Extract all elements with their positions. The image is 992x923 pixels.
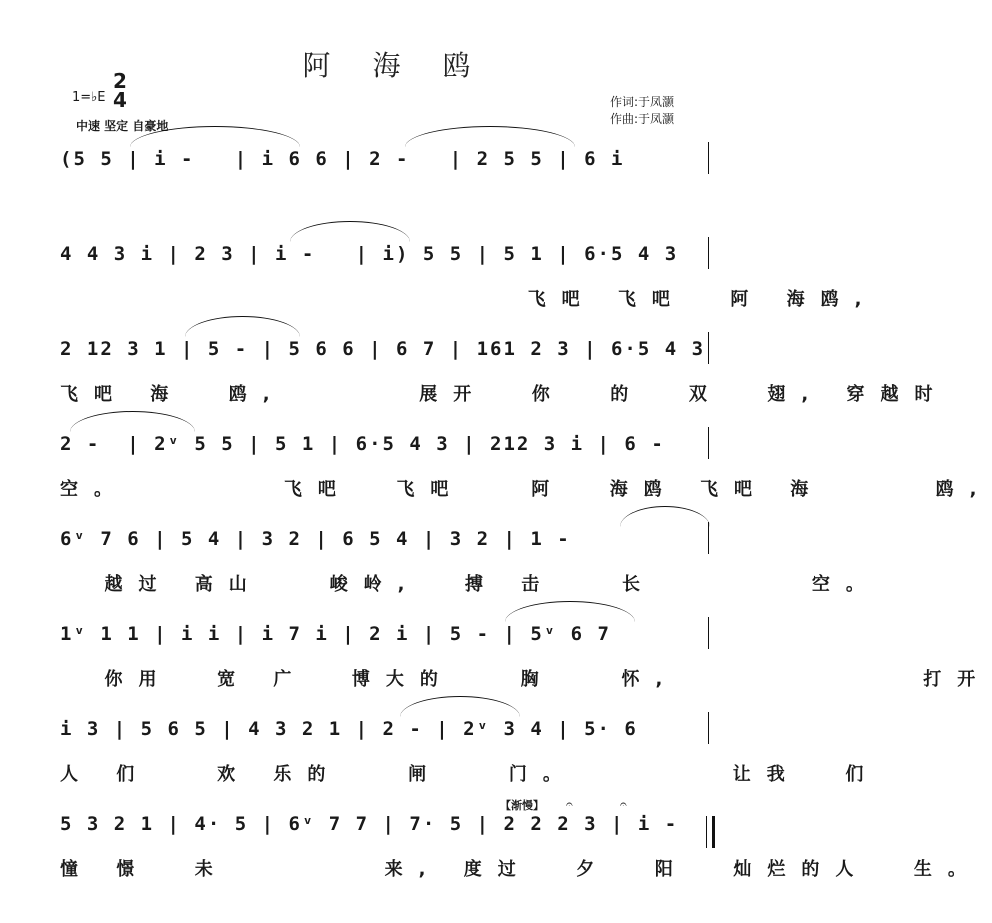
lyrics-line: 你用 宽 广 博大的 胸 怀, 打开 <box>60 669 992 690</box>
notes-line: (5 5 | i - | i 6 6 | 2 - | 2 5 5 | 6 i <box>60 148 625 170</box>
notes-line: i 3 | 5 6 5 | 4 3 2 1 | 2 - | 2ᵛ 3 4 | 5· 6 <box>60 718 638 740</box>
composer-credit: 作曲:于凤灏 <box>610 112 675 126</box>
barline <box>708 237 709 269</box>
lyricist-credit: 作词:于凤灏 <box>610 95 675 109</box>
notes-line: 5 3 2 1 | 4· 5 | 6ᵛ 7 7 | 7· 5 | 2 2 2 3 | i - <box>60 813 679 835</box>
final-barline <box>706 816 715 848</box>
tempo-marking: 中速 坚定 自豪地 <box>76 119 169 133</box>
lyrics-line: 飞吧 飞吧 阿 海鸥, <box>60 289 878 310</box>
barline <box>708 712 709 744</box>
barline <box>708 332 709 364</box>
fermata-icon: 𝄐 <box>566 797 573 811</box>
notes-line: 2 12 3 1 | 5 - | 5 6 6 | 6 7 | 161 2 3 | 6·5 4 3 <box>60 338 706 360</box>
lyrics-line: 飞吧 海 鸥, 展开 你 的 双 翅, 穿越时 <box>60 384 949 405</box>
score-row-8 <box>0 813 982 903</box>
credits <box>610 94 760 128</box>
score-row-2 <box>0 243 878 333</box>
lyrics-line: 空。 飞吧 飞吧 阿 海鸥 飞吧 海 鸥, <box>60 479 992 500</box>
barline <box>708 427 709 459</box>
notes-line: 2 - | 2ᵛ 5 5 | 5 1 | 6·5 4 3 | 212 3 i | 6 - <box>60 433 665 455</box>
time-signature: 2 4 <box>113 69 127 112</box>
barline <box>708 522 709 554</box>
fermata-icon: 𝄐 <box>620 797 627 811</box>
lyrics-line: 越过 高山 峻岭, 搏 击 长 空。 <box>60 574 880 595</box>
score-row-7 <box>0 718 880 808</box>
ritardando-marking: 【渐慢】 <box>500 799 544 812</box>
notes-line: 6ᵛ 7 6 | 5 4 | 3 2 | 6 5 4 | 3 2 | 1 - <box>60 528 571 550</box>
barline <box>708 617 709 649</box>
lyrics-line: 人 们 欢 乐的 闸 门。 让我 们 <box>60 764 880 785</box>
score-row-6 <box>0 623 992 713</box>
notes-line: 4 4 3 i | 2 3 | i - | i) 5 5 | 5 1 | 6·5 4 3 <box>60 243 679 265</box>
slur <box>405 126 575 147</box>
notes-line: 1ᵛ 1 1 | i i | i 7 i | 2 i | 5 - | 5ᵛ 6 7 <box>60 623 611 645</box>
song-title: 阿海鸥 <box>302 49 513 82</box>
score-row-5 <box>0 528 880 618</box>
lyrics-line: 憧 憬 未 来, 度过 夕 阳 灿烂的人 生。 <box>60 859 982 880</box>
barline <box>708 142 709 174</box>
key-signature: 1=♭E <box>72 90 106 105</box>
